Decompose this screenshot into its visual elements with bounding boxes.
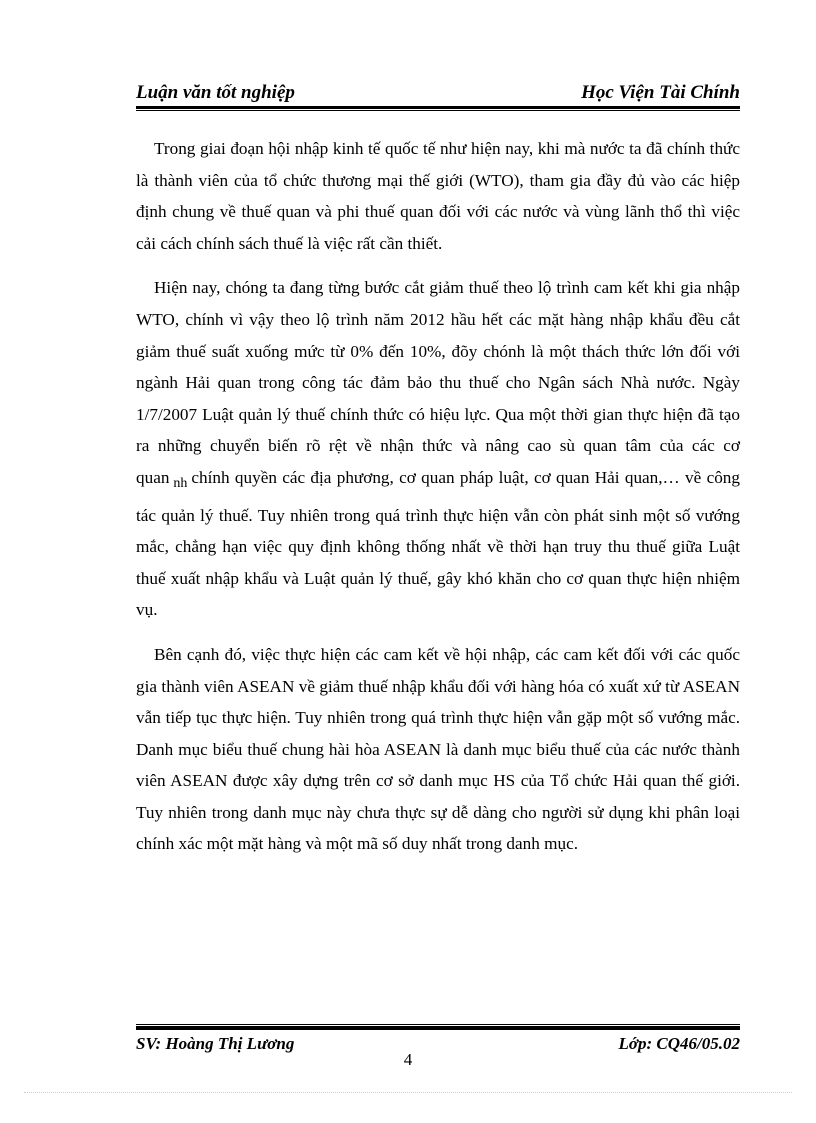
paragraph-3: Bên cạnh đó, việc thực hiện các cam kết về hội nhập, các cam kết đối với các quốc gia thành viên ASEAN về giảm thuế nhập khẩu đối với hàng hóa có xuất xứ từ ASEAN vẫn tiếp tục thực hiện. Tuy nhiên trong quá trình thực hiện vẫn gặp một số vướng mắc. Danh mục biểu thuế chung hài hòa ASEAN là danh mục biểu thuế của các nước thành viên ASEAN được xây dựng trên cơ sở danh mục HS của Tổ chức Hải quan thế giới. Tuy nhiên trong danh mục này chưa thực sự dễ dàng cho người sử dụng khi phân loại chính xác một mặt hàng và một mã số duy nhất trong danh mục.: [136, 644, 740, 854]
page-edge-divider: [24, 1092, 792, 1093]
header-rule-thin: [136, 110, 740, 111]
header-rule-thick: [136, 106, 740, 109]
body-text: [136, 133, 740, 873]
paragraph-2-part-b: chính quyền các địa phương, cơ quan pháp luật, cơ quan Hải quan,… về công tác quản lý thuế. Tuy nhiên trong quá trình thực hiện vẫn còn phát sinh một số vướng mắc, chẳng hạn việc quy định không thống nhất về thời hạn truy thu thuế giữa Luật thuế xuất nhập khẩu và Luật quản lý thuế, gây khó khăn cho cơ quan thực hiện nhiệm vụ.: [136, 467, 740, 620]
paragraph-2: [136, 272, 740, 626]
header-rule: [136, 106, 740, 112]
footer-student-name: SV: Hoàng Thị Lương: [136, 1034, 295, 1053]
header-thesis-label: Luận văn tốt nghiệp: [136, 82, 295, 103]
paragraph-1: Trong giai đoạn hội nhập kinh tế quốc tế như hiện nay, khi mà nước ta đã chính thức là thành viên của tổ chức thương mại thế giới (WTO), tham gia đầy đủ vào các hiệp định chung về thuế quan và phi thuế quan đối với các nước và vùng lãnh thổ thì việc cải cách chính sách thuế là việc rất cần thiết.: [136, 139, 740, 253]
footer-rule-thick: [136, 1026, 740, 1030]
page-header: [136, 82, 740, 104]
header-institution: Học Viện Tài Chính: [581, 82, 740, 103]
footer-rule: [136, 1024, 740, 1032]
stray-subscript: nh: [173, 475, 188, 491]
footer-class-code: Lớp: CQ46/05.02: [618, 1034, 740, 1053]
footer-rule-thin: [136, 1024, 740, 1025]
paragraph-2-part-a: Hiện nay, chóng ta đang từng bước cắt giảm thuế theo lộ trình cam kết khi gia nhập WTO, chính vì vậy theo lộ trình năm 2012 hầu hết các mặt hàng nhập khẩu đều cắt giảm thuế suất xuống mức từ 0% đến 10%, đõy chónh là một thách thức lớn đối với ngành Hải quan trong công tác đảm bảo thu thuế cho Ngân sách Nhà nước. Ngày 1/7/2007 Luật quản lý thuế chính thức có hiệu lực. Qua một thời gian thực hiện đã tạo ra những chuyển biến rõ rệt về nhận thức và nâng cao sù quan tâm của các cơ quan: [136, 278, 740, 487]
page-number: 4: [403, 1050, 413, 1069]
